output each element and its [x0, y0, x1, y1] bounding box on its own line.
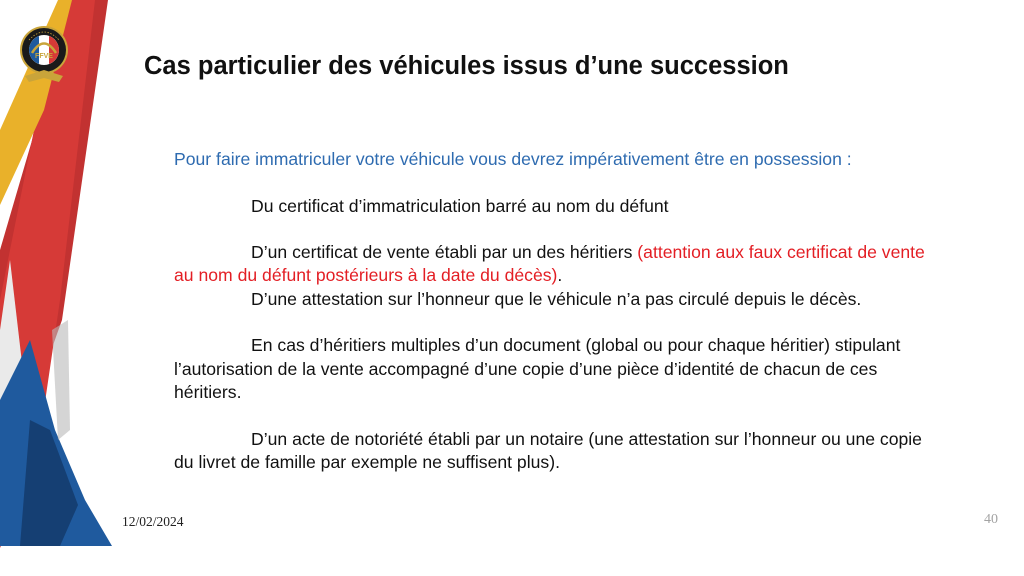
slide-body [174, 148, 934, 474]
item-acte-notoriete [174, 428, 934, 475]
item-certificat-vente [174, 241, 934, 288]
item-heritiers-multiples [174, 334, 934, 404]
slide-date: 12/02/2024 [122, 514, 184, 529]
item-heritiers-multiples-text: En cas d’héritiers multiples d’un document (global ou pour chaque héritier) stipulant l’autorisation de la vente accompagné d’une copie d’une pièce d’identité de chacun de ces héritiers. [174, 335, 901, 402]
item-certificat-vente-text: D’un certificat de vente établi par un des héritiers [251, 242, 638, 263]
item-certificat-barre [174, 195, 934, 218]
svg-text:FFVE: FFVE [35, 53, 53, 60]
page-number: 40 [984, 512, 998, 527]
item-attestation-honneur-text: D’une attestation sur l’honneur que le véhicule n’a pas circulé depuis le décès. [251, 288, 862, 309]
ffve-logo [19, 20, 69, 88]
item-certificat-vente-end: . [557, 265, 563, 286]
item-certificat-barre-text: Du certificat d’immatriculation barré au nom du défunt [251, 195, 669, 216]
item-acte-notoriete-text: D’un acte de notoriété établi par un notaire (une attestation sur l’honneur ou une copie du livret de famille par exemple ne suffisent plus). [174, 428, 922, 472]
item-attestation-honneur [174, 288, 934, 311]
intro-text: Pour faire immatriculer votre véhicule vous devrez impérativement être en possession : [174, 149, 852, 169]
stripe-grey-shadow [52, 320, 70, 440]
warning-text: (attention aux faux certificat de vente au nom du défunt postérieurs à la date du décès) [174, 242, 925, 286]
slide-title: Cas particulier des véhicules issus d’une succession [144, 52, 789, 80]
